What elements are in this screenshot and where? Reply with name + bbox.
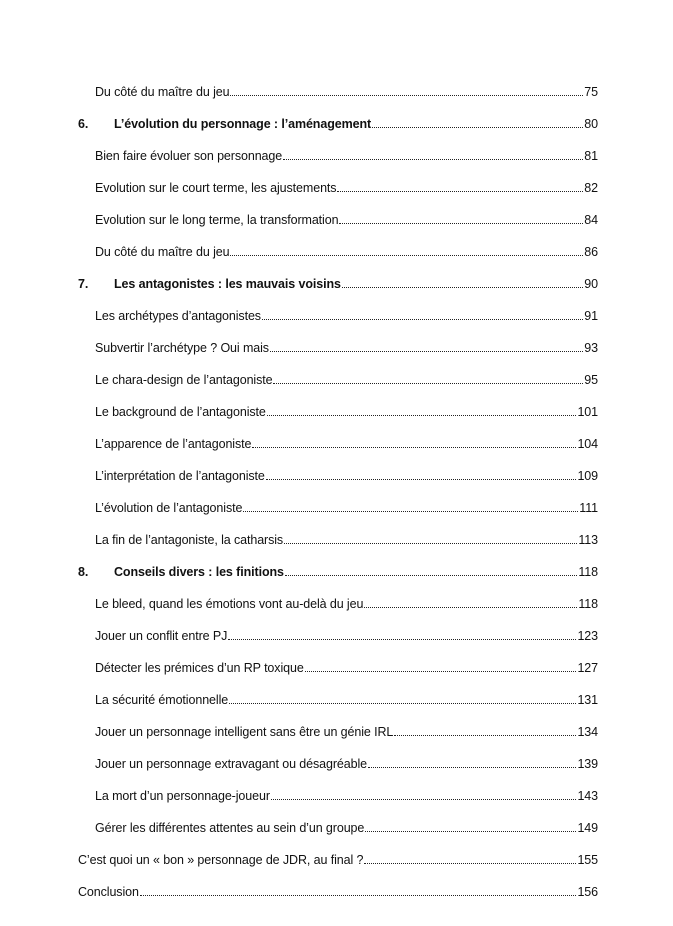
toc-entry-title: Gérer les différentes attentes au sein d’un groupe	[95, 821, 365, 835]
toc-entry[interactable]	[95, 496, 598, 516]
toc-entry-title: Jouer un personnage intelligent sans être un génie IRL	[95, 725, 394, 739]
dot-leader	[230, 255, 583, 256]
toc-entry-page: 81	[584, 149, 598, 163]
toc-entry-title: Jouer un personnage extravagant ou désagréable	[95, 757, 367, 771]
toc-entry-title: La fin de l’antagoniste, la catharsis	[95, 533, 284, 547]
dot-leader	[271, 799, 577, 800]
toc-entry[interactable]	[95, 304, 598, 324]
toc-entry-title: Le background de l’antagoniste	[95, 405, 266, 419]
dot-leader	[283, 159, 583, 160]
dot-leader	[273, 383, 583, 384]
toc-entry-page: 86	[584, 245, 598, 259]
dot-leader	[368, 767, 576, 768]
chapter-number: 7.	[78, 277, 89, 291]
toc-entry-title: La sécurité émotionnelle	[95, 693, 229, 707]
toc-entry[interactable]	[95, 400, 598, 420]
toc-entry[interactable]	[95, 336, 598, 356]
toc-entry[interactable]	[95, 240, 598, 260]
dot-leader	[252, 447, 576, 448]
toc-entry-title: Conclusion	[78, 885, 139, 899]
toc-chapter-entry[interactable]	[78, 560, 598, 580]
toc-entry-page: 118	[578, 597, 598, 611]
toc-entry-page: 101	[577, 405, 598, 419]
toc-entry[interactable]	[95, 176, 598, 196]
toc-entry[interactable]	[95, 80, 598, 100]
toc-entry-title: Subvertir l’archétype ? Oui mais	[95, 341, 269, 355]
toc-entry-title: Les archétypes d’antagonistes	[95, 309, 261, 323]
dot-leader	[140, 895, 577, 896]
toc-entry-page: 143	[577, 789, 598, 803]
toc-entry-page: 139	[577, 757, 598, 771]
dot-leader	[365, 831, 576, 832]
toc-entry[interactable]	[95, 816, 598, 836]
dot-leader	[267, 415, 577, 416]
toc-entry-page: 113	[578, 533, 598, 547]
toc-entry[interactable]	[78, 848, 598, 868]
toc-entry-title: Jouer un conflit entre PJ	[95, 629, 228, 643]
toc-entry-page: 111	[579, 501, 598, 515]
toc-entry[interactable]	[95, 464, 598, 484]
toc-entry-page: 75	[584, 85, 598, 99]
dot-leader	[305, 671, 577, 672]
toc-entry-page: 93	[584, 341, 598, 355]
dot-leader	[342, 287, 583, 288]
toc-entry[interactable]	[95, 432, 598, 452]
toc-entry-title: Du côté du maître du jeu	[95, 245, 230, 259]
toc-entry-title: Le bleed, quand les émotions vont au-delà du jeu	[95, 597, 364, 611]
toc-entry[interactable]	[78, 880, 598, 900]
dot-leader	[243, 511, 578, 512]
dot-leader	[262, 319, 583, 320]
toc-entry-page: 131	[577, 693, 598, 707]
dot-leader	[394, 735, 576, 736]
toc-entry-title: Le chara-design de l’antagoniste	[95, 373, 273, 387]
toc-entry[interactable]	[95, 752, 598, 772]
dot-leader	[266, 479, 577, 480]
dot-leader	[339, 223, 583, 224]
dot-leader	[372, 127, 583, 128]
toc-chapter-entry[interactable]	[78, 272, 598, 292]
toc-entry-title: Les antagonistes : les mauvais voisins	[114, 277, 341, 291]
toc-entry[interactable]	[95, 624, 598, 644]
dot-leader	[228, 639, 576, 640]
toc-entry-page: 95	[584, 373, 598, 387]
chapter-number: 6.	[78, 117, 89, 131]
toc-entry[interactable]	[95, 688, 598, 708]
toc-entry-page: 134	[577, 725, 598, 739]
toc-entry-page: 90	[584, 277, 598, 291]
dot-leader	[364, 607, 577, 608]
toc-entry[interactable]	[95, 656, 598, 676]
toc-entry-page: 156	[577, 885, 598, 899]
toc-entry-title: L’interprétation de l’antagoniste	[95, 469, 265, 483]
toc-entry-title: Bien faire évoluer son personnage	[95, 149, 283, 163]
dot-leader	[337, 191, 583, 192]
toc-entry-title: Détecter les prémices d’un RP toxique	[95, 661, 304, 675]
toc-entry-title: Evolution sur le court terme, les ajustements	[95, 181, 337, 195]
toc-entry[interactable]	[95, 208, 598, 228]
dot-leader	[230, 95, 583, 96]
toc-entry[interactable]	[95, 528, 598, 548]
toc-entry-title: Conseils divers : les finitions	[114, 565, 284, 579]
toc-entry[interactable]	[95, 368, 598, 388]
toc-entry-page: 127	[577, 661, 598, 675]
toc-entry-page: 109	[577, 469, 598, 483]
toc-entry-page: 155	[577, 853, 598, 867]
toc-entry-title: L’apparence de l’antagoniste	[95, 437, 252, 451]
dot-leader	[285, 575, 577, 576]
toc-entry-title: L’évolution du personnage : l’aménagement	[114, 117, 372, 131]
dot-leader	[364, 863, 576, 864]
toc-entry-page: 149	[577, 821, 598, 835]
toc-entry-title: C’est quoi un « bon » personnage de JDR, au final ?	[78, 853, 364, 867]
toc-entry-title: Du côté du maître du jeu	[95, 85, 230, 99]
dot-leader	[284, 543, 577, 544]
toc-entry-title: La mort d’un personnage-joueur	[95, 789, 270, 803]
dot-leader	[229, 703, 576, 704]
toc-entry[interactable]	[95, 592, 598, 612]
dot-leader	[270, 351, 583, 352]
toc-entry-title: Evolution sur le long terme, la transformation	[95, 213, 339, 227]
toc-entry-page: 104	[577, 437, 598, 451]
toc-entry-page: 118	[578, 565, 598, 579]
toc-entry-page: 80	[584, 117, 598, 131]
toc-entry[interactable]	[95, 784, 598, 804]
toc-entry[interactable]	[95, 720, 598, 740]
toc-entry-page: 82	[584, 181, 598, 195]
toc-entry-page: 91	[584, 309, 598, 323]
toc-chapter-entry[interactable]	[78, 112, 598, 132]
toc-entry-page: 84	[584, 213, 598, 227]
chapter-number: 8.	[78, 565, 89, 579]
toc-entry-title: L’évolution de l’antagoniste	[95, 501, 243, 515]
toc-entry-page: 123	[577, 629, 598, 643]
toc-entry[interactable]	[95, 144, 598, 164]
